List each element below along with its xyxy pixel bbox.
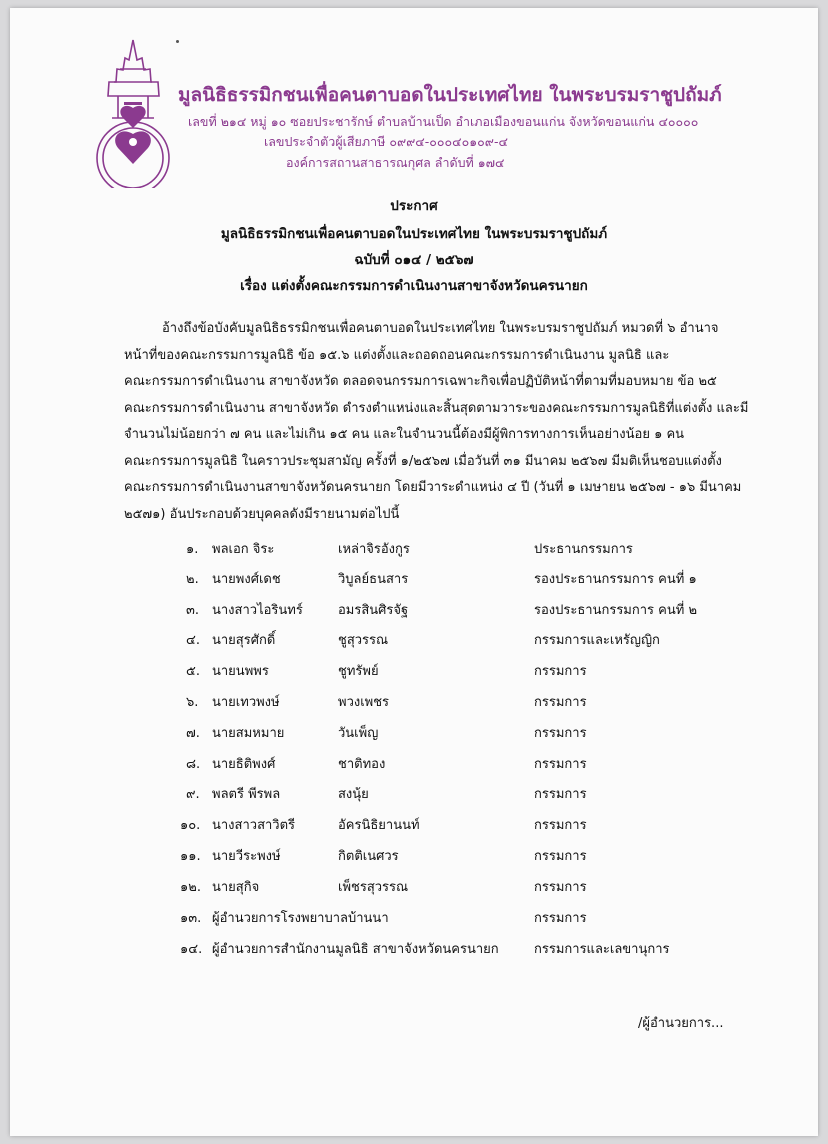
member-number: ๖. bbox=[186, 695, 199, 710]
member-number: ๓. bbox=[186, 603, 200, 618]
member-first-name: ผู้อำนวยการโรงพยาบาลบ้านนา bbox=[212, 911, 389, 926]
member-first-name: พลเอก จิระ bbox=[212, 542, 275, 557]
member-first-name: ผู้อำนวยการสำนักงานมูลนิธิ สาขาจังหวัดนครนายก bbox=[212, 942, 499, 957]
member-first-name: นายพงศ์เดช bbox=[212, 572, 281, 587]
member-last-name: เพ็ชรสุวรรณ bbox=[338, 880, 409, 895]
member-last-name: พวงเพชร bbox=[338, 695, 390, 710]
member-number: ๙. bbox=[186, 787, 200, 802]
body-line: หน้าที่ของคณะกรรมการมูลนิธิ ข้อ ๑๕.๖ แต่งตั้งและถอดถอนคณะกรรมการดำเนินงาน มูลนิธิ และ bbox=[124, 347, 670, 363]
member-last-name: วิบูลย์ธนสาร bbox=[338, 572, 409, 587]
body-line: จำนวนไม่น้อยกว่า ๗ คน และไม่เกิน ๑๕ คน และในจำนวนนี้ต้องมีผู้พิการทางการเห็นอย่างน้อย ๑ คน bbox=[124, 427, 685, 442]
member-last-name: กิตติเนศวร bbox=[338, 849, 399, 864]
member-number: ๑๒. bbox=[180, 880, 201, 895]
member-first-name: นายเทวพงษ์ bbox=[212, 695, 280, 710]
member-first-name: นายธิติพงศ์ bbox=[212, 757, 276, 772]
member-first-name: นายวีระพงษ์ bbox=[212, 849, 281, 864]
foundation-name: มูลนิธิธรรมิกชนเพื่อคนตาบอดในประเทศไทย ในพระบรมราชูปถัมภ์ bbox=[178, 84, 722, 106]
tax-id: เลขประจำตัวผู้เสียภาษี ๐๙๙๔-๐๐๐๔๐๑๐๙-๔ bbox=[264, 134, 508, 149]
member-position: กรรมการและเลขานุการ bbox=[534, 942, 670, 957]
member-number: ๘. bbox=[186, 757, 201, 772]
speck-mark bbox=[176, 40, 179, 43]
member-first-name: นายสุรศักดิ์ bbox=[212, 633, 276, 648]
body-line: คณะกรรมการมูลนิธิ ในคราวประชุมสามัญ ครั้งที่ ๑/๒๕๖๗ เมื่อวันที่ ๓๑ มีนาคม ๒๕๖๗ มีมติเห็นชอบแต่งตั้ง bbox=[124, 453, 722, 469]
foundation-crest-icon bbox=[90, 38, 176, 188]
member-number: ๑๔. bbox=[180, 942, 203, 957]
member-last-name: เหล่าจิรอังกูร bbox=[338, 542, 410, 557]
announcement-label: ประกาศ bbox=[390, 198, 438, 214]
body-line: อ้างถึงข้อบังคับมูลนิธิธรรมิกชนเพื่อคนตาบอดในประเทศไทย ในพระบรมราชูปถัมภ์ หมวดที่ ๖ อำนาจ bbox=[162, 321, 719, 336]
member-position: กรรมการ bbox=[534, 880, 587, 895]
announcement-org: มูลนิธิธรรมิกชนเพื่อคนตาบอดในประเทศไทย ในพระบรมราชูปถัมภ์ bbox=[220, 226, 608, 242]
member-position: กรรมการ bbox=[534, 911, 587, 926]
member-number: ๑. bbox=[186, 542, 199, 557]
charity-number: องค์การสถานสาธารณกุศล ลำดับที่ ๑๗๔ bbox=[286, 155, 505, 170]
member-first-name: นางสาวสาวิตรี bbox=[212, 818, 296, 833]
member-position: กรรมการ bbox=[534, 726, 587, 741]
continued-note: /ผู้อำนวยการ... bbox=[638, 1016, 724, 1031]
member-position: กรรมการ bbox=[534, 787, 587, 802]
member-number: ๒. bbox=[186, 572, 199, 587]
member-position: รองประธานกรรมการ คนที่ ๑ bbox=[534, 572, 697, 587]
member-position: รองประธานกรรมการ คนที่ ๒ bbox=[534, 603, 698, 618]
body-line: ๒๕๗๑) อันประกอบด้วยบุคคลดังมีรายนามต่อไปนี้ bbox=[124, 506, 400, 522]
member-last-name: อมรสินศิรจัฐ bbox=[338, 603, 409, 618]
member-position: กรรมการ bbox=[534, 695, 587, 710]
member-position: กรรมการ bbox=[534, 664, 587, 679]
member-first-name: นายนพพร bbox=[212, 664, 269, 679]
member-position: กรรมการและเหรัญญิก bbox=[534, 633, 660, 648]
member-first-name: นางสาวไอรินทร์ bbox=[212, 603, 303, 618]
member-last-name: อัครนิธิยานนท์ bbox=[338, 818, 420, 833]
member-last-name: ชูทรัพย์ bbox=[338, 664, 379, 679]
member-first-name: นายสมหมาย bbox=[212, 726, 285, 741]
document-page bbox=[10, 8, 818, 1136]
announcement-number: ฉบับที่ ๐๑๔ / ๒๕๖๗ bbox=[354, 252, 474, 268]
member-number: ๑๐. bbox=[180, 818, 201, 833]
member-number: ๕. bbox=[186, 664, 200, 679]
member-last-name: สงนุ้ย bbox=[338, 787, 369, 802]
member-position: กรรมการ bbox=[534, 757, 587, 772]
announcement-subject: เรื่อง แต่งตั้งคณะกรรมการดำเนินงานสาขาจังหวัดนครนายก bbox=[240, 278, 588, 294]
body-line: คณะกรรมการดำเนินงาน สาขาจังหวัด ดำรงตำแหน่งและสิ้นสุดตามวาระของคณะกรรมการมูลนิธิที่แต่งตั้ง และมี bbox=[124, 400, 749, 416]
member-last-name: วันเพ็ญ bbox=[338, 726, 379, 741]
member-position: กรรมการ bbox=[534, 818, 587, 833]
member-number: ๑๓. bbox=[180, 911, 202, 926]
body-line: คณะกรรมการดำเนินงาน สาขาจังหวัด ตลอดจนกรรมการเฉพาะกิจเพื่อปฏิบัติหน้าที่ตามที่มอบหมาย ข้อ ๒๕ bbox=[124, 374, 717, 389]
member-number: ๔. bbox=[186, 633, 200, 648]
member-last-name: ชูสุวรรณ bbox=[338, 633, 389, 648]
member-number: ๗. bbox=[186, 726, 200, 741]
member-last-name: ชาติทอง bbox=[338, 757, 386, 772]
foundation-address: เลขที่ ๒๑๔ หมู่ ๑๐ ซอยประชารักษ์ ตำบลบ้านเป็ด อำเภอเมืองขอนแก่น จังหวัดขอนแก่น ๔๐๐๐๐ bbox=[188, 114, 699, 129]
member-position: ประธานกรรมการ bbox=[534, 542, 633, 557]
member-position: กรรมการ bbox=[534, 849, 587, 864]
body-line: คณะกรรมการดำเนินงานสาขาจังหวัดนครนายก โดยมีวาระดำแหน่ง ๔ ปี (วันที่ ๑ เมษายน ๒๕๖๗ - ๑๖ มีนาคม bbox=[124, 480, 742, 495]
member-first-name: นายสุกิจ bbox=[212, 880, 260, 895]
member-first-name: พลตรี พีรพล bbox=[212, 787, 281, 802]
member-number: ๑๑. bbox=[180, 849, 201, 864]
body-paragraph bbox=[124, 316, 749, 528]
